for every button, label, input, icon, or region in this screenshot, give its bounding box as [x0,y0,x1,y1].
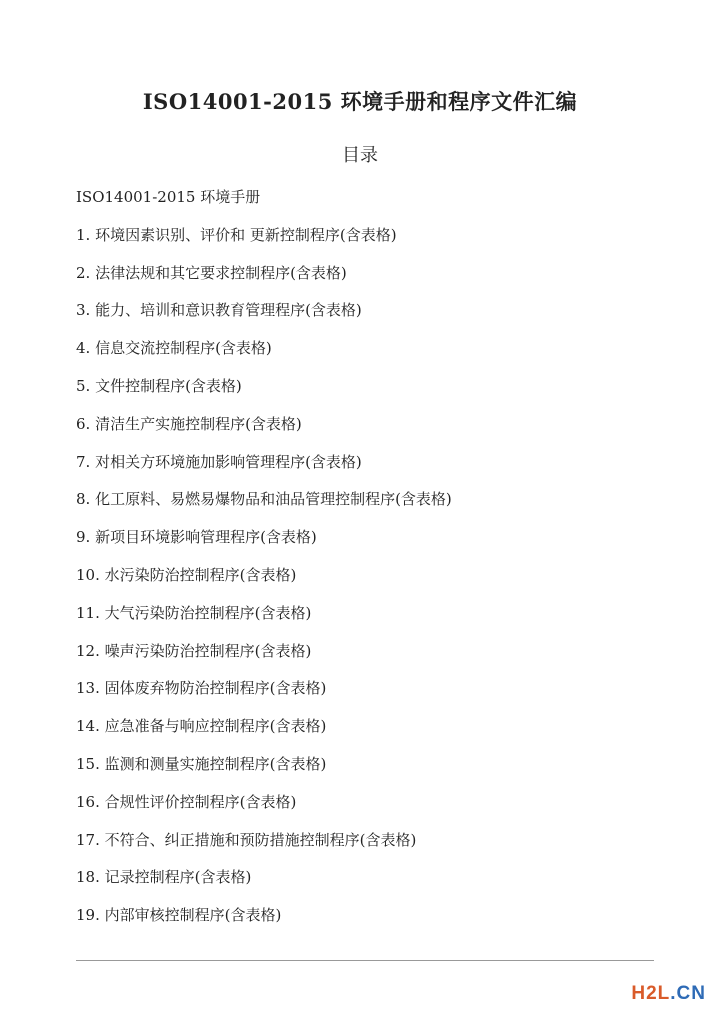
watermark-dot: . [670,983,677,1004]
toc-item: 11. 大气污染防治控制程序(含表格) [76,603,312,622]
toc-item: 13. 固体废弃物防治控制程序(含表格) [76,679,327,698]
bottom-divider [76,960,654,961]
toc-item: 2. 法律法规和其它要求控制程序(含表格) [76,263,347,282]
watermark-part2: CN [676,983,706,1004]
toc-item: ISO14001-2015 环境手册 [76,188,261,206]
toc-item: 3. 能力、培训和意识教育管理程序(含表格) [76,301,362,320]
site-watermark-logo [631,983,706,1005]
watermark-part1: H2L [631,983,671,1004]
toc-item: 1. 环境因素识别、评价和 更新控制程序(含表格) [76,225,397,244]
toc-item: 4. 信息交流控制程序(含表格) [76,339,272,358]
toc-item: 15. 监测和测量实施控制程序(含表格) [76,754,327,773]
toc-item: 16. 合规性评价控制程序(含表格) [76,792,297,811]
page-title: ISO14001-2015 环境手册和程序文件汇编 [142,89,578,114]
toc-item: 14. 应急准备与响应控制程序(含表格) [76,717,327,736]
toc-list [76,184,676,940]
toc-heading: 目录 [342,145,378,166]
toc-item: 12. 噪声污染防治控制程序(含表格) [76,641,312,660]
toc-item: 18. 记录控制程序(含表格) [76,868,252,887]
toc-item: 5. 文件控制程序(含表格) [76,376,242,395]
toc-item: 9. 新项目环境影响管理程序(含表格) [76,528,317,547]
toc-item: 6. 清洁生产实施控制程序(含表格) [76,414,302,433]
toc-item: 17. 不符合、纠正措施和预防措施控制程序(含表格) [76,830,417,849]
toc-item: 10. 水污染防治控制程序(含表格) [76,565,297,584]
toc-item: 7. 对相关方环境施加影响管理程序(含表格) [76,452,362,471]
toc-item: 19. 内部审核控制程序(含表格) [76,906,282,925]
toc-item: 8. 化工原料、易燃易爆物品和油品管理控制程序(含表格) [76,490,452,509]
